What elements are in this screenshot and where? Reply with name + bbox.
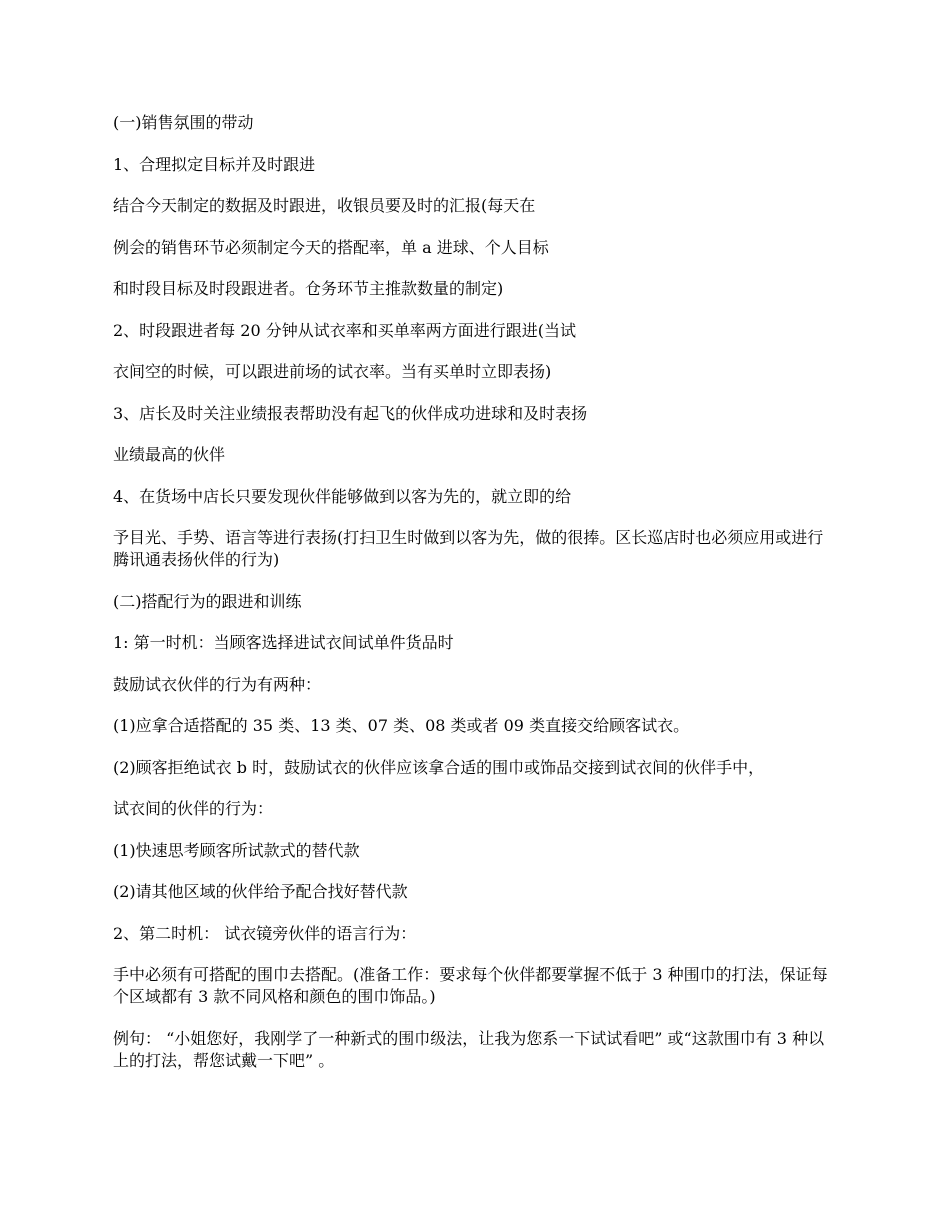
section-heading-matching-behavior: (二)搭配行为的跟进和训练 [113,591,302,611]
document-body [113,112,838,1091]
item-heading-time-period-follow-up: 2、时段跟进者每 20 分钟从试衣率和买单率两方面进行跟进(当试 [113,320,576,340]
section-heading-sales-atmosphere: (一)销售氛围的带动 [113,113,254,132]
paragraph-line: 和时段目标及时段跟进者。仓务环节主推款数量的制定) [113,279,504,298]
paragraph-line: 鼓励试衣伙伴的行为有两种： [113,674,322,694]
paragraph-line: 予目光、手势、语言等进行表扬(打扫卫生时做到以客为先，做的很捧。区长巡店时也必须应用或进行腾讯通表扬伙伴的行为) [113,528,824,569]
paragraph-line: 手中必须有可搭配的围巾去搭配。(准备工作：要求每个伙伴都要掌握不低于 3 种围巾的打法，保证每个区域都有 3 款不同风格和颜色的围巾饰品。) [113,965,828,1006]
list-item: (1)快速思考顾客所试款式的替代款 [113,840,360,860]
paragraph-line: 试衣间的伙伴的行为： [113,799,274,818]
list-item: (2)顾客拒绝试衣 b 时，鼓励试衣的伙伴应该拿合适的围巾或饰品交接到试衣间的伙伴手中， [113,757,765,777]
item-heading-set-targets: 1、合理拟定目标并及时跟进 [113,154,316,174]
item-heading-first-timing: 1: 第一时机：当顾客选择进试衣间试单件货品时 [113,633,454,652]
list-item: (1)应拿合适搭配的 35 类、13 类、07 类、08 类或者 09 类直接交给顾客试衣。 [113,716,690,735]
paragraph-line: 结合今天制定的数据及时跟进，收银员要及时的汇报(每天在 [113,196,536,215]
item-heading-store-manager-reports: 3、店长及时关注业绩报表帮助没有起飞的伙伴成功进球和及时表扬 [113,403,588,423]
example-sentence: 例句： “小姐您好，我刚学了一种新式的围巾级法，让我为您系一下试试看吧” 或“这款围巾有 3 种以上的打法，帮您试戴一下吧” 。 [113,1028,825,1070]
paragraph-line: 业绩最高的伙伴 [113,445,226,464]
paragraph-line: 例会的销售环节必须制定今天的搭配率，单 a 进球、个人目标 [113,237,549,257]
item-heading-second-timing: 2、第二时机： 试衣镜旁伙伴的语言行为： [113,923,417,943]
list-item: (2)请其他区域的伙伴给予配合找好替代款 [113,882,408,901]
item-heading-customer-first: 4、在货场中店长只要发现伙伴能够做到以客为先的，就立即的给 [113,486,572,506]
paragraph-line: 衣间空的时候，可以跟进前场的试衣率。当有买单时立即表扬) [113,362,552,381]
